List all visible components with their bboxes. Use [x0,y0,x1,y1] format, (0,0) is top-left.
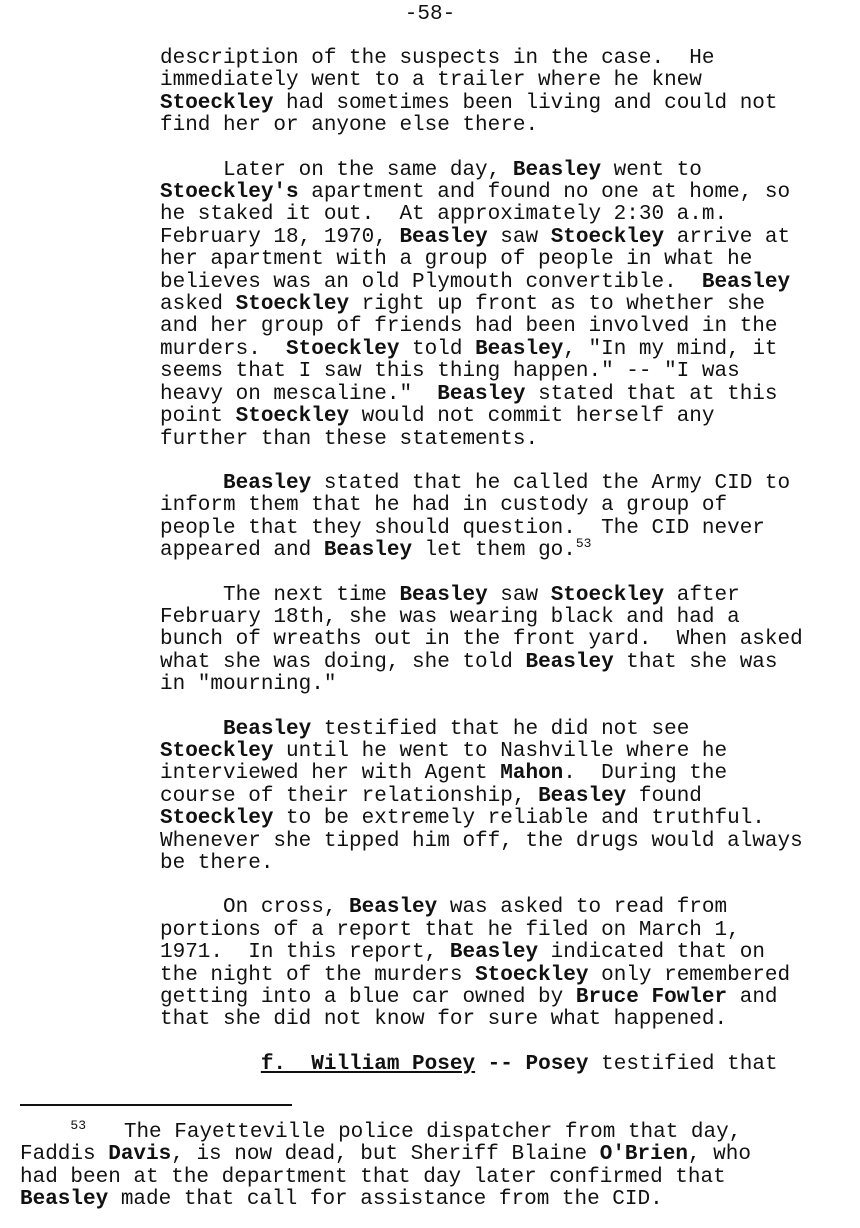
text-line: find her or anyone else there. [160,114,539,138]
text-line: in "mourning." [160,673,337,697]
paragraph [160,719,850,876]
text-line: On cross, Beasley was asked to read from [160,896,728,920]
emphasized-name: Beasley [701,270,791,294]
emphasized-name: Davis [108,1143,172,1167]
text-line: the night of the murders Stoeckley only remembered [160,963,791,987]
text-line: course of their relationship, Beasley found [160,784,702,808]
text-line: what she was doing, she told Beasley that she was [160,650,778,674]
text-line: her apartment with a group of people in what he [160,248,753,272]
text-line: he staked it out. At approximately 2:30 a.m. [160,203,728,227]
emphasized-name: Stoeckley [550,583,665,607]
text-line: description of the suspects in the case. He [160,47,715,70]
text-line: Stoeckley until he went to Nashville where he [160,739,728,763]
text-line: people that they should question. The CID never [160,516,765,540]
emphasized-name: Beasley [323,539,413,563]
text-line: February 18th, she was wearing black and had a [160,605,740,629]
text-line: further than these statements. [160,427,539,451]
paragraph [160,585,850,697]
text-line: and her group of friends had been involved in the [160,315,778,339]
text-line: had been at the department that day later confirmed that [20,1165,726,1189]
text-line: point Stoeckley would not commit herself any [160,405,715,429]
text-line: Whenever she tipped him off, the drugs would always [160,829,803,853]
paragraph [160,48,850,138]
text-line: immediately went to a trailer where he knew [160,69,702,93]
text-line: Faddis Davis, is now dead, but Sheriff Blaine O'Brien, who [20,1143,751,1167]
heading-label: f. William Posey [260,1052,476,1076]
paragraph [160,897,850,1031]
text-line: Later on the same day, Beasley went to [160,158,702,182]
text-line: be there. [160,852,274,875]
emphasized-name: Stoeckley [475,963,589,987]
section-heading [160,1054,850,1076]
footnote [20,1118,850,1212]
text-line: murders. Stoeckley told Beasley, "In my mind, it [160,337,778,361]
text-line: heavy on mescaline." Beasley stated that at this [160,382,778,406]
emphasized-name: Stoeckley [160,739,274,763]
footnote-reference: 53 [575,536,592,552]
text-line: Beasley made that call for assistance from the CID. [20,1188,663,1212]
emphasized-name: Beasley [20,1188,109,1212]
paragraph [160,473,850,563]
text-line: believes was an old Plymouth convertible. Beasley [160,270,791,294]
text-line: seems that I saw this thing happen." -- "I was [160,360,740,384]
text-line: Stoeckley had sometimes been living and could not [160,91,778,115]
emphasized-name: Beasley [475,337,564,361]
text-line: Beasley testified that he did not see [223,717,690,741]
text-line: getting into a blue car owned by Bruce Fowler and [160,986,778,1010]
emphasized-name: Beasley [437,382,526,406]
emphasized-name: Beasley [223,717,312,741]
text-line: Stoeckley's apartment and found no one at home, so [160,181,791,205]
footnote-divider [20,1104,292,1106]
paragraph [160,160,850,451]
emphasized-name: Stoeckley [160,807,274,831]
emphasized-name: Beasley [223,471,312,495]
emphasized-name: Stoeckley [235,405,350,429]
text-line: portions of a report that he filed on March 1, [160,918,740,942]
text-line: interviewed her with Agent Mahon. During the [160,762,728,786]
text-line: inform them that he had in custody a group of [160,494,728,518]
text-line: asked Stoeckley right up front as to whether she [160,293,765,317]
heading-name: Posey [525,1052,589,1076]
text-line: bunch of wreaths out in the front yard. When asked [160,628,803,652]
emphasized-name: Beasley [399,225,488,249]
emphasized-name: Stoeckley [286,337,400,361]
text-line: that she did not know for sure what happened. [160,1008,728,1032]
text-line: $^{53}$ The Fayetteville police dispatcher from that day, [70,1118,742,1144]
footnote-lines [20,1118,850,1212]
emphasized-name: Mahon [500,762,564,786]
text-line: The next time Beasley saw Stoeckley after [160,583,740,607]
text-line: 1971. In this report, Beasley indicated that on [160,941,765,965]
emphasized-name: Beasley [512,158,602,182]
emphasized-name: Stoeckley [550,225,665,249]
emphasized-name: Beasley [449,941,539,965]
emphasized-name: Beasley [538,784,627,808]
paragraphs [160,48,850,1032]
emphasized-name: Beasley [349,896,438,920]
text-line: appeared and Beasley let them go.$^{53}$ [160,536,592,563]
emphasized-name: O'Brien [599,1143,688,1167]
emphasized-name: Stoeckley's [160,181,299,205]
emphasized-name: Stoeckley [160,91,274,115]
emphasized-name: Bruce Fowler [575,986,728,1010]
heading-dash: -- [475,1052,526,1076]
text-line: Stoeckley to be extremely reliable and truthful. [160,807,765,831]
heading-text: testified that [588,1052,778,1076]
body-text [160,48,850,1098]
emphasized-name: Beasley [525,650,614,674]
page-number: -58- [404,3,456,26]
emphasized-name: Stoeckley [235,293,350,317]
emphasized-name: Beasley [399,583,488,607]
footnote-number: 53 [70,1118,87,1133]
text-line: February 18, 1970, Beasley saw Stoeckley arrive at [160,225,791,249]
text-line: Beasley stated that he called the Army CID to [223,471,791,495]
